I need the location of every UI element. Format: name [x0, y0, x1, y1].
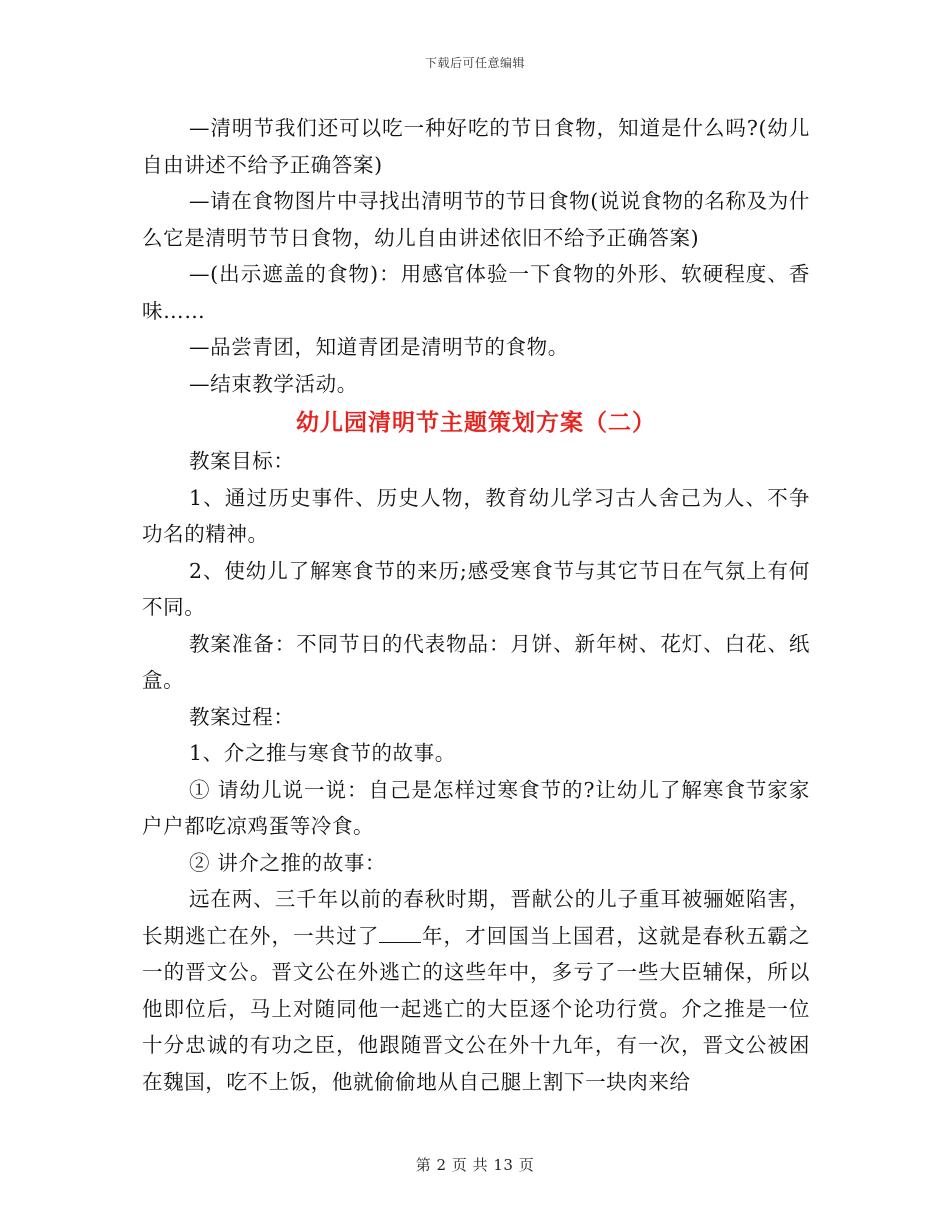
page-header-note: 下载后可任意编辑 — [424, 56, 525, 70]
paragraph-story — [142, 881, 810, 1100]
paragraph-process-step-2: ② 讲介之推的故事： — [189, 850, 387, 875]
paragraph-food-picture: —请在食物图片中寻找出清明节的节日食物(说说食物的名称及为什么它是清明节节日食物，幼儿自由讲述依旧不给予正确答案) — [142, 189, 810, 250]
heading-process: 教案过程： — [189, 704, 295, 729]
story-text-before-blank: 远在两、三千年以前的春秋时期，晋献公的儿子重耳被骊姬陷害，长期逃亡在外，一共过了 — [142, 887, 810, 948]
heading-goals: 教案目标： — [189, 449, 295, 473]
section-title: 幼儿园清明节主题策划方案（二） — [296, 410, 656, 436]
paragraph-covered-food: —(出示遮盖的食物)：用感官体验一下食物的外形、软硬程度、香味…… — [142, 262, 810, 323]
paragraph-end-activity: —结束教学活动。 — [189, 371, 358, 396]
paragraph-goal-2: 2、使幼儿了解寒食节的来历;感受寒食节与其它节日在气氛上有何不同。 — [142, 558, 810, 619]
paragraph-process-1: 1、介之推与寒食节的故事。 — [189, 741, 456, 765]
paragraph-taste-qingtuan: —品尝青团，知道青团是清明节的食物。 — [189, 335, 569, 359]
paragraph-preparation: 教案准备：不同节日的代表物品：月饼、新年树、花灯、白花、纸盒。 — [142, 631, 810, 692]
paragraph-goal-1: 1、通过历史事件、历史人物，教育幼儿学习古人舍己为人、不争功名的精神。 — [142, 485, 810, 546]
paragraph-process-step-1: ① 请幼儿说一说：自己是怎样过寒食节的?让幼儿了解寒食节家家户户都吃凉鸡蛋等冷食。 — [142, 777, 810, 838]
document-body — [142, 110, 810, 1100]
fill-in-blank — [379, 926, 421, 943]
story-text-after-blank: 年，才回国当上国君，这就是春秋五霸之一的晋文公。晋文公在外逃亡的这些年中，多亏了一些大臣辅保，所以他即位后，马上对随同他一起逃亡的大臣逐个论功行赏。介之推是一位十分忠诚的有功之臣，他跟随晋文公在外十九年，有一次，晋文公被困在魏国，吃不上饭，他就偷偷地从自己腿上割下一块肉来给 — [142, 923, 810, 1094]
paragraph-food-question: —清明节我们还可以吃一种好吃的节日食物，知道是什么吗?(幼儿自由讲述不给予正确答案) — [142, 116, 810, 177]
page-indicator: 第 2 页 共 13 页 — [415, 1156, 535, 1174]
